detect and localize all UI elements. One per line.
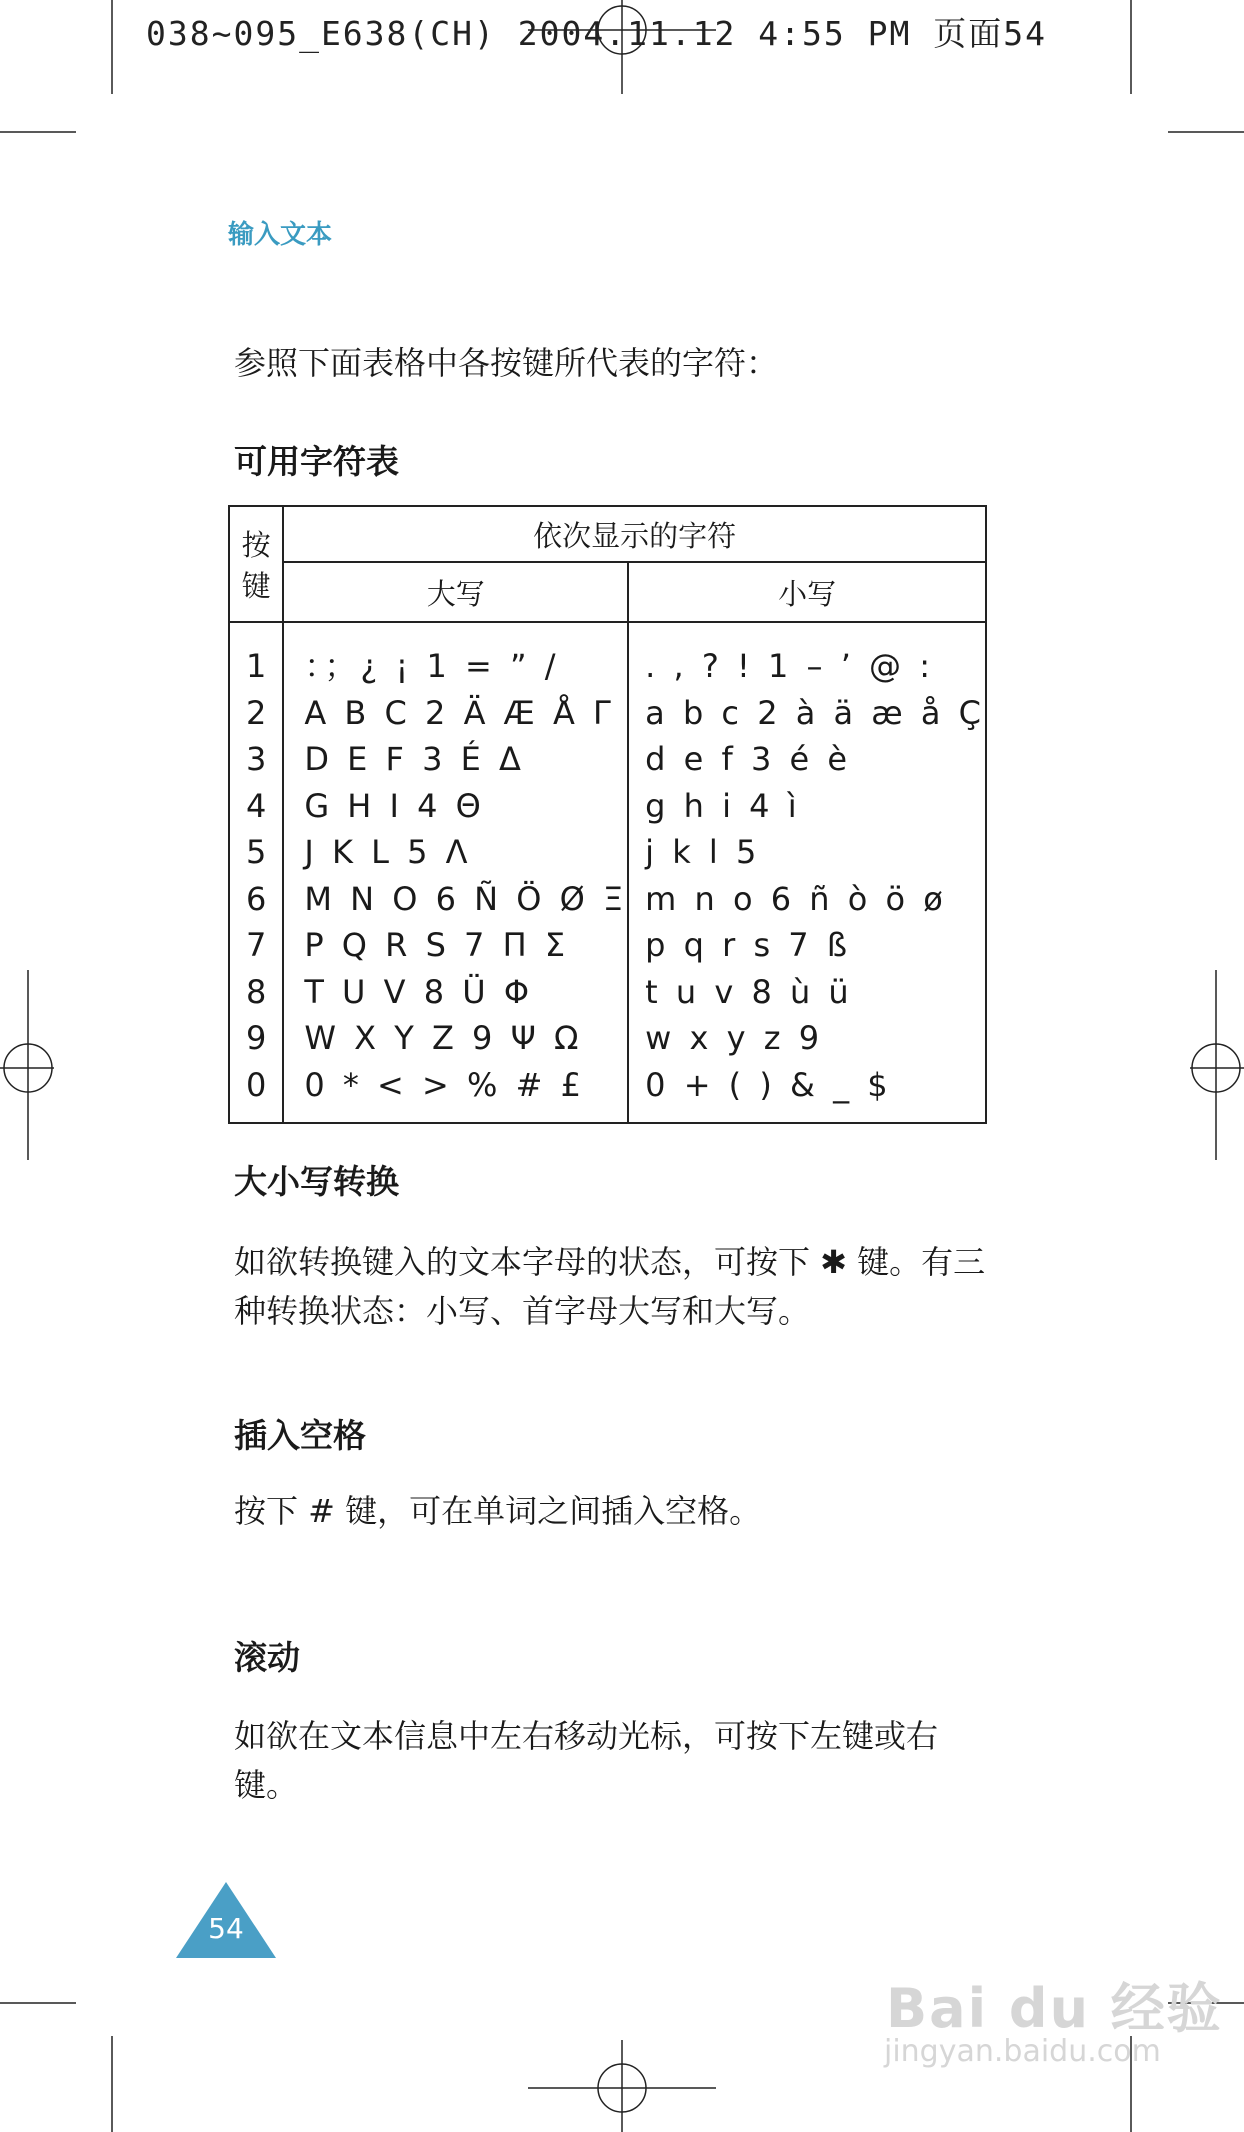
space-paragraph: 按下 # 键，可在单词之间插入空格。 <box>234 1492 762 1530</box>
lower-chars: w x y z 9 <box>645 1019 824 1057</box>
scroll-paragraph: 如欲在文本信息中左右移动光标，可按下左键或右键。 <box>234 1717 939 1804</box>
lower-chars: 0 + ( ) & _ $ <box>645 1065 892 1104</box>
lower-chars: p q r s 7 ß <box>645 926 851 964</box>
lower-column <box>628 622 986 1123</box>
case-heading: 大小写转换 <box>234 1162 399 1201</box>
header-sequence: 依次显示的字符 <box>283 506 986 562</box>
header-key: 按键 <box>229 506 283 622</box>
key-label: 5 <box>245 833 267 871</box>
lower-chars: g h i 4 ì <box>645 786 801 825</box>
scroll-heading: 滚动 <box>234 1638 300 1677</box>
lower-chars: m n o 6 ñ ò ö ø <box>645 879 947 918</box>
key-label: 8 <box>245 972 267 1011</box>
upper-chars: P Q R S 7 Π Σ <box>304 926 570 964</box>
upper-chars: A B C 2 Ä Æ Å Γ <box>304 693 615 732</box>
upper-chars: W X Y Z 9 Ψ Ω <box>304 1019 583 1057</box>
intro-text: 参照下面表格中各按键所代表的字符： <box>234 344 779 382</box>
lower-chars: d e f 3 é è <box>645 740 852 778</box>
upper-chars: J K L 5 Λ <box>304 833 472 871</box>
table-title: 可用字符表 <box>234 442 399 481</box>
page-number: 54 <box>208 1912 244 1945</box>
upper-chars: G H I 4 Θ <box>304 786 485 825</box>
upper-chars: ：；¿ ¡ 1 = ” / <box>304 647 560 685</box>
key-label: 0 <box>245 1065 267 1104</box>
key-label: 6 <box>245 879 267 918</box>
watermark-logo: Bai du 经验 <box>886 1977 1223 2040</box>
lower-chars: . , ? ! 1 – ’ @ : <box>645 647 934 685</box>
header-upper: 大写 <box>283 562 628 622</box>
key-label: 3 <box>245 740 267 778</box>
key-label: 9 <box>245 1019 267 1057</box>
upper-column <box>283 622 628 1123</box>
character-table <box>228 505 987 1124</box>
header-lower: 小写 <box>628 562 986 622</box>
lower-chars: j k l 5 <box>645 833 761 871</box>
key-column <box>229 622 283 1123</box>
upper-chars: M N O 6 Ñ Ö Ø Ξ <box>304 879 628 918</box>
print-header-slug: 038~095_E638(CH) 2004.11.12 4:55 PM 页面54 <box>146 14 1047 53</box>
lower-chars: a b c 2 à ä æ å Ç <box>645 693 985 732</box>
key-label: 1 <box>245 647 267 685</box>
space-heading: 插入空格 <box>234 1416 366 1455</box>
key-label: 7 <box>245 926 267 964</box>
watermark-url: jingyan.baidu.com <box>884 2034 1161 2069</box>
section-tag: 输入文本 <box>228 220 333 250</box>
upper-chars: 0 * < > % # £ <box>304 1065 585 1104</box>
key-label: 2 <box>245 693 267 732</box>
upper-chars: T U V 8 Ü Φ <box>304 972 534 1011</box>
upper-chars: D E F 3 É Δ <box>304 740 525 778</box>
key-label: 4 <box>245 786 267 825</box>
lower-chars: t u v 8 ù ü <box>645 972 853 1011</box>
case-paragraph: 如欲转换键入的文本字母的状态，可按下 ✱ 键。有三种转换状态：小写、首字母大写和大写。 <box>234 1243 986 1330</box>
